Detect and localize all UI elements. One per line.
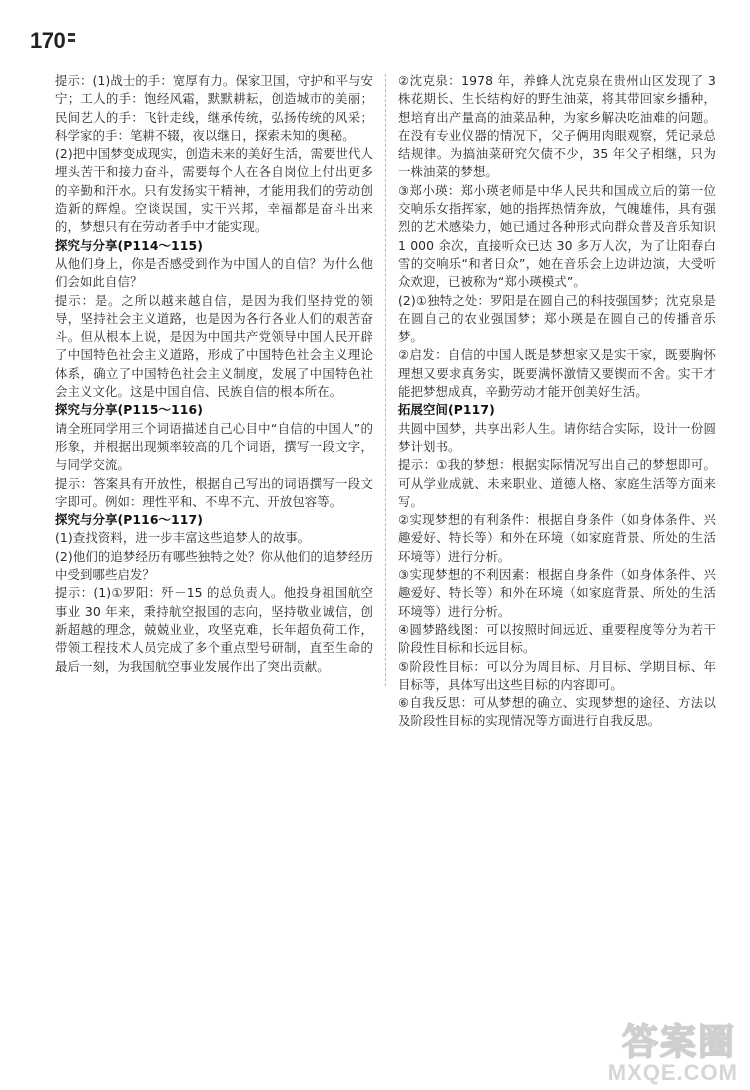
hint-paragraph: ④圆梦路线图：可以按照时间远近、重要程度等分为若干阶段性目标和长远目标。: [398, 621, 716, 656]
page-marker-icon: [68, 33, 75, 42]
question-paragraph: 共圆中国梦，共享出彩人生。请你结合实际，设计一份圆梦计划书。: [398, 420, 716, 454]
left-column: [55, 72, 373, 676]
hint-paragraph: ②沈克泉：1978 年，养蜂人沈克泉在贵州山区发现了 3 株花期长、生长结构好的野生油菜，将其带回家乡播种，想培育出产量高的油菜品种，为家乡解决吃油难的问题。在没有专业仪器的情况下，父子俩用肉眼观察，凭记录总结规律。为搞油菜研究欠债不少，35 年父子相继，只为一株油菜的梦想。: [398, 73, 716, 180]
hint-paragraph: (2)把中国梦变成现实，创造未来的美好生活，需要世代人埋头苦干和接力奋斗，需要每个人在各自岗位上付出更多的辛勤和汗水。只有发扬实干精神，才能用我们的劳动创造新的辉煌。空谈误国，实干兴邦，幸福都是奋斗出来的，梦想只有在劳动者手中才能实现。: [55, 146, 373, 235]
hint-paragraph: 提示：①我的梦想：根据实际情况写出自己的梦想即可。可从学业成就、未来职业、道德人格、家庭生活等方面来写。: [398, 457, 716, 509]
section-heading: 探究与分享(P116～117): [55, 512, 203, 528]
hint-paragraph: ③实现梦想的不利因素：根据自身条件（如身体条件、兴趣爱好、特长等）和外在环境（如家庭背景、所处的生活环境等）进行分析。: [398, 567, 716, 619]
hint-paragraph: ⑥自我反思：可从梦想的确立、实现梦想的途径、方法以及阶段性目标的实现情况等方面进行自我反思。: [398, 695, 716, 729]
column-divider: [385, 74, 386, 686]
hint-paragraph: 提示：答案具有开放性，根据自己写出的词语撰写一段文字即可。例如：理性平和、不卑不亢、开放包容等。: [55, 475, 373, 509]
question-paragraph: (2)他们的追梦经历有哪些独特之处？你从他们的追梦经历中受到哪些启发？: [55, 548, 373, 583]
page-number: 170: [30, 28, 75, 54]
question-paragraph: (1)查找资料，进一步丰富这些追梦人的故事。: [55, 530, 311, 546]
section-heading: 探究与分享(P115～116): [55, 402, 203, 418]
hint-paragraph: 提示：是。之所以越来越自信，是因为我们坚持党的领导，坚持社会主义道路，也是因为各行各业人们的艰苦奋斗。但从根本上说，是因为中国共产党领导中国人民开辟了中国特色社会主义道路，形成了中国特色社会主义理论体系，确立了中国特色社会主义制度，发展了中国特色社会主义文化。这是中国自信、民族自信的根本所在。: [55, 292, 373, 400]
hint-paragraph: 提示：(1)战士的手：宽厚有力。保家卫国，守护和平与安宁；工人的手：饱经风霜，默默耕耘，创造城市的美丽；民间艺人的手：飞针走线，继承传统，弘扬传统的风采；科学家的手：笔耕不辍，夜以继日，探索未知的奥秘。: [55, 73, 373, 143]
hint-paragraph: ②启发：自信的中国人既是梦想家又是实干家，既要胸怀理想又要求真务实，既要满怀激情又要锲而不舍。实干才能把梦想成真，辛勤劳动才能开创美好生活。: [398, 347, 716, 400]
hint-paragraph: ②实现梦想的有利条件：根据自身条件（如身体条件、兴趣爱好、特长等）和外在环境（如家庭背景、所处的生活环境等）进行分析。: [398, 512, 716, 564]
hint-paragraph: ⑤阶段性目标：可以分为周目标、月目标、学期目标、年目标等，具体写出这些目标的内容即可。: [398, 658, 716, 692]
hint-paragraph: ③郑小瑛：郑小瑛老师是中华人民共和国成立后的第一位交响乐女指挥家，她的指挥热情奔放，气魄雄伟，具有强烈的艺术感染力，她已通过各种形式向群众普及音乐知识 1 000 余次，直接听众已达 30 多万人次，为了让阳春白雪的交响乐“和者日众”，她在音乐会上边讲边演，大受听众欢迎，已被称为“郑小瑛模式”。: [398, 182, 716, 290]
right-column: [398, 72, 716, 731]
watermark-logo: [604, 1014, 742, 1086]
hint-paragraph: (2)①独特之处：罗阳是在圆自己的科技强国梦；沈克泉是在圆自己的农业强国梦；郑小瑛是在圆自己的传播音乐梦。: [398, 292, 716, 345]
question-paragraph: 从他们身上，你是否感受到作为中国人的自信？为什么他们会如此自信？: [55, 255, 373, 290]
watermark-title: 答案圈: [621, 1021, 736, 1062]
section-heading: 拓展空间(P117): [398, 402, 495, 418]
watermark-domain: MXQE.COM: [607, 1060, 738, 1085]
hint-paragraph: 提示：(1)①罗阳：歼－15 的总负责人。他投身祖国航空事业 30 年来，秉持航空报国的志向，坚持敬业诚信，创新超越的理念，兢兢业业，攻坚克难，长年超负荷工作，带领工程技术人员完成了多个重点型号研制，直至生命的最后一刻，为我国航空事业发展作出了突出贡献。: [55, 585, 373, 674]
section-heading: 探究与分享(P114～115): [55, 237, 203, 253]
question-paragraph: 请全班同学用三个词语描述自己心目中“自信的中国人”的形象，并根据出现频率较高的几个词语，撰写一段文字，与同学交流。: [55, 420, 373, 473]
